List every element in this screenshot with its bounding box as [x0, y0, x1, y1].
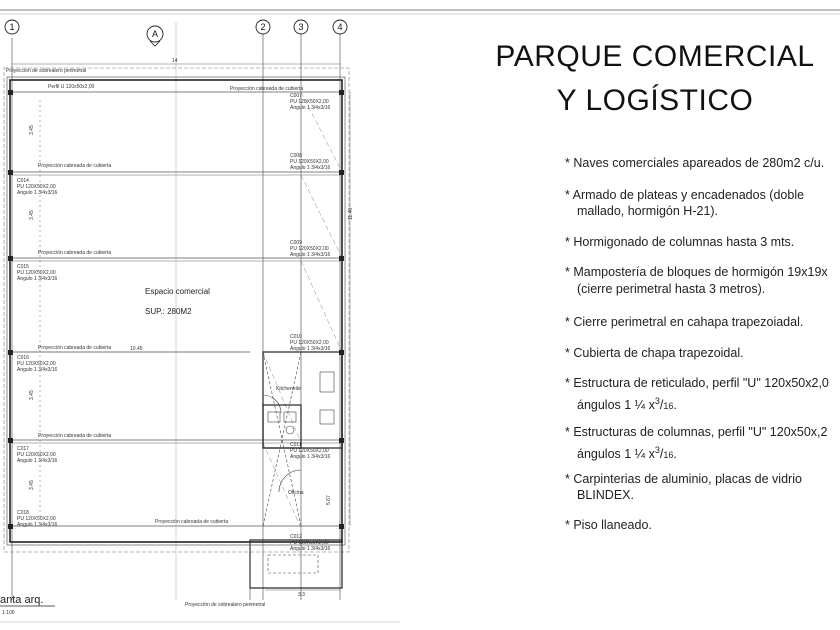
- axis-bubble-a: [147, 26, 163, 46]
- spec-item: * Cierre perimetral en cahapa trapezoiadal.: [565, 315, 804, 329]
- column-note-c011: [290, 442, 331, 460]
- title-line-1: PARQUE COMERCIAL: [495, 40, 815, 73]
- spec-item-cont: ángulos 1 ¼ $x^3/16$.: [577, 396, 677, 413]
- space-area: SUP.: 280M2: [145, 307, 192, 316]
- axis-bubble-2: [256, 20, 270, 34]
- svg-text:C008: C008: [290, 153, 302, 159]
- svg-text:Angulo 1 3/4x3/16: Angulo 1 3/4x3/16: [290, 546, 331, 552]
- spec-item-cont: BLINDEX.: [577, 488, 634, 502]
- space-name: Espacio comercial: [145, 287, 210, 296]
- svg-text:Angulo 1 3/4x3/16: Angulo 1 3/4x3/16: [17, 458, 58, 464]
- dim-bay-4: 3.45: [29, 480, 35, 490]
- svg-text:C011: C011: [290, 442, 302, 448]
- spec-item: * Hormigonado de columnas hasta 3 mts.: [565, 235, 795, 249]
- spec-item-cont: ángulos 1 ¼ $x^3/16$.: [577, 445, 677, 462]
- column-note-c015: [17, 264, 58, 282]
- axis-label-1: 1: [9, 22, 15, 32]
- spec-item: * Cubierta de chapa trapezoidal.: [565, 346, 744, 360]
- spec-item: * Estructuras de columnas, perfil "U" 120x50x,2: [565, 425, 828, 439]
- svg-text:Angulo 1 3/4x3/16: Angulo 1 3/4x3/16: [290, 165, 331, 171]
- svg-text:PU 120X50X2,00: PU 120X50X2,00: [17, 516, 56, 522]
- kitchen-label: Kitchenette: [276, 386, 302, 392]
- svg-text:C010: C010: [290, 334, 302, 340]
- profile-note: Perfil U 120x50x2,00: [48, 84, 95, 90]
- axis-bubble-4: [333, 20, 347, 34]
- roof-note-6: Proyección cabreada de cubierta: [155, 519, 229, 525]
- svg-text:C015: C015: [17, 264, 29, 270]
- spec-item-cont: (cierre perimetral hasta 3 metros).: [577, 282, 766, 296]
- column-note-c016: [17, 355, 58, 373]
- column-note-c008: [290, 153, 331, 171]
- svg-text:C016: C016: [17, 355, 29, 361]
- axis-bubble-3: [294, 20, 308, 34]
- axis-label-a: A: [151, 29, 159, 39]
- svg-text:PU 120X50X2,00: PU 120X50X2,00: [17, 452, 56, 458]
- svg-text:Angulo 1 3/4x3/16: Angulo 1 3/4x3/16: [17, 367, 58, 373]
- spec-item: * Estructura de reticulado, perfil "U" 120x50x2,0: [565, 376, 829, 390]
- svg-text:C009: C009: [290, 240, 302, 246]
- svg-text:Angulo 1 3/4x3/16: Angulo 1 3/4x3/16: [290, 346, 331, 352]
- svg-text:C014: C014: [17, 178, 29, 184]
- svg-text:PU 120X50X2,00: PU 120X50X2,00: [290, 540, 329, 546]
- svg-text:PU 120X50X2,00: PU 120X50X2,00: [17, 270, 56, 276]
- dim-bottom-right: 3.3: [298, 592, 305, 598]
- top-overhang-note: Proyección de sobrealero perimetral: [6, 68, 87, 74]
- dim-top: 14: [172, 58, 178, 64]
- svg-text:Angulo 1 3/4x3/16: Angulo 1 3/4x3/16: [17, 522, 58, 528]
- svg-text:PU 120X50X2,00: PU 120X50X2,00: [290, 448, 329, 454]
- spec-item-cont: mallado, hormigón H-21).: [577, 204, 719, 218]
- title-line-2: Y LOGÍSTICO: [556, 84, 754, 117]
- svg-text:Angulo 1 3/4x3/16: Angulo 1 3/4x3/16: [290, 252, 331, 258]
- svg-text:C007: C007: [290, 93, 302, 99]
- column-note-c017: [17, 446, 58, 464]
- svg-text:PU 120X50X2,00: PU 120X50X2,00: [290, 159, 329, 165]
- svg-text:PU 120X50X2,00: PU 120X50X2,00: [290, 340, 329, 346]
- office-label: Oficina: [288, 490, 304, 496]
- svg-text:PU 120X50X2,00: PU 120X50X2,00: [290, 99, 329, 105]
- svg-text:Angulo 1 3/4x3/16: Angulo 1 3/4x3/16: [290, 454, 331, 460]
- dim-bay-1: 3.45: [29, 125, 35, 135]
- roof-note-3: Proyección cabreada de cubierta: [38, 250, 112, 256]
- column-note-c010: [290, 334, 331, 352]
- column-note-c018: [17, 510, 58, 528]
- roof-note-4: Proyección cabreada de cubierta: [38, 345, 112, 351]
- svg-text:PU 120X50X2,00: PU 120X50X2,00: [290, 246, 329, 252]
- truss-diagonals: [263, 92, 342, 526]
- dim-mid: 10.45: [130, 346, 143, 352]
- dim-right-total: 11.40: [348, 207, 354, 220]
- spec-item: * Armado de plateas y encadenados (doble: [565, 188, 805, 202]
- scale-label: 1:100: [2, 610, 15, 616]
- spec-item: * Naves comerciales apareados de 280m2 c/u.: [565, 156, 825, 170]
- svg-text:PU 120X50X2,00: PU 120X50X2,00: [17, 361, 56, 367]
- column-note-c007: [290, 93, 331, 111]
- axis-label-3: 3: [298, 22, 304, 32]
- column-note-c012: [290, 534, 331, 552]
- bottom-overhang-note: Proyección de sobrealero perimetral: [185, 602, 266, 608]
- drawing-label: anta arq.: [0, 594, 44, 606]
- axis-bubble-1: [5, 20, 19, 34]
- roof-note-2: Proyección cabreada de cubierta: [38, 163, 112, 169]
- column-note-c009: [290, 240, 331, 258]
- svg-text:Angulo 1 3/4x3/16: Angulo 1 3/4x3/16: [17, 190, 58, 196]
- svg-text:PU 120X50X2,00: PU 120X50X2,00: [17, 184, 56, 190]
- axis-label-4: 4: [337, 22, 343, 32]
- dim-side: 5.67: [326, 495, 332, 505]
- spec-item: * Piso llaneado.: [565, 518, 652, 532]
- column-note-c014: [17, 178, 58, 196]
- roof-note-1: Proyección cabreada de cubierta: [230, 86, 304, 92]
- dim-bay-2: 3.45: [29, 210, 35, 220]
- axis-label-2: 2: [260, 22, 266, 32]
- spec-item: * Carpinterias de aluminio, placas de vidrio: [565, 472, 802, 486]
- svg-text:Angulo 1 3/4x3/16: Angulo 1 3/4x3/16: [290, 105, 331, 111]
- svg-text:C018: C018: [17, 510, 29, 516]
- spec-item: * Mampostería de bloques de hormigón 19x19x: [565, 265, 828, 279]
- svg-text:C017: C017: [17, 446, 29, 452]
- dim-bay-3: 3.45: [29, 390, 35, 400]
- svg-text:Angulo 1 3/4x3/16: Angulo 1 3/4x3/16: [17, 276, 58, 282]
- svg-text:C012: C012: [290, 534, 302, 540]
- roof-note-5: Proyección cabreada de cubierta: [38, 433, 112, 439]
